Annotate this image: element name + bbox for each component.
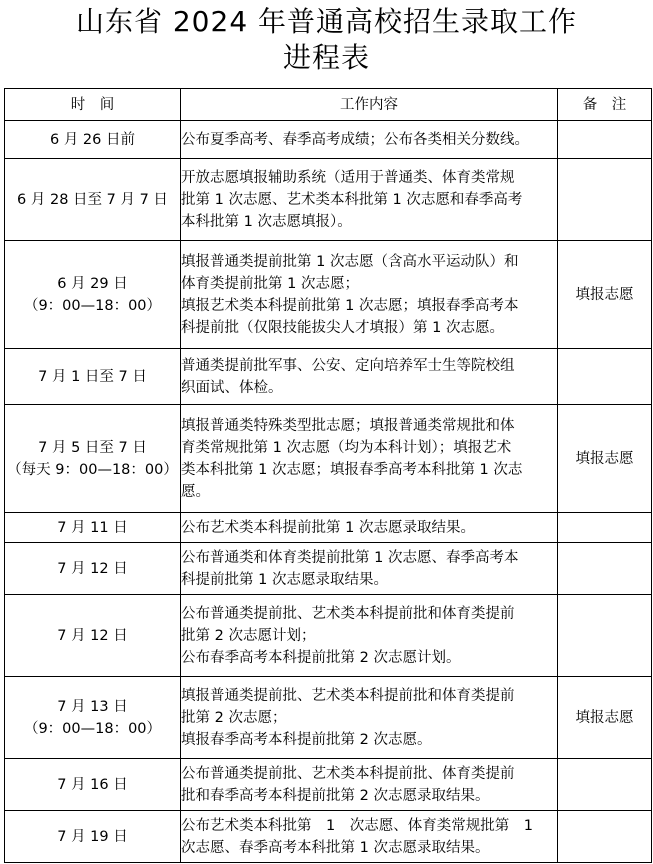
table-row [5,759,652,811]
content-cell-line: 科提前批（仅限技能拔尖人才填报）第 1 次志愿。 [181,319,504,336]
table-row [5,405,652,513]
time-cell [5,811,181,863]
content-cell-line: 填报普通类提前批第 1 次志愿（含高水平运动队）和 [181,253,519,270]
content-cell-line: 公布夏季高考、春季高考成绩；公布各类相关分数线。 [181,131,529,148]
table-header-row [5,89,652,121]
table-body [5,121,652,863]
content-cell [181,241,558,349]
content-cell-line: 公布普通类和体育类提前批第 1 次志愿、春季高考本 [181,549,519,566]
content-cell-line: 填报艺术类本科提前批第 1 次志愿；填报春季高考本 [181,297,519,314]
content-cell [181,349,558,405]
time-cell-line: 7 月 19 日 [57,828,128,845]
content-cell [181,121,558,159]
content-cell-line: 批第 2 次志愿； [181,709,287,726]
note-cell [558,513,652,543]
content-cell-line: 公布春季高考本科提前批第 2 次志愿计划。 [181,649,461,666]
content-cell-line: 次志愿、春季高考本科批第 1 次志愿录取结果。 [181,839,490,856]
time-cell-line: 7 月 13 日 [57,698,128,715]
content-cell-line: 体育类提前批第 1 次志愿； [181,275,359,292]
time-cell [5,349,181,405]
time-cell [5,595,181,677]
note-cell: 填报志愿 [558,405,652,513]
content-cell-line: 填报春季高考本科提前批第 2 次志愿。 [181,731,432,748]
content-cell [181,543,558,595]
time-cell [5,759,181,811]
content-cell [181,159,558,241]
table-row [5,595,652,677]
table-row [5,121,652,159]
note-cell [558,759,652,811]
content-cell-line: 育类常规批第 1 次志愿（均为本科计划）；填报艺术 [181,439,512,456]
note-cell [558,159,652,241]
content-cell-line: 批第 1 次志愿、艺术类本科批第 1 次志愿和春季高考 [181,191,523,208]
table-row [5,543,652,595]
content-cell-line: 织面试、体检。 [181,379,283,396]
note-cell [558,121,652,159]
content-cell-line: 愿。 [181,483,210,500]
content-cell-line: 填报普通类特殊类型批志愿；填报普通类常规批和体 [181,417,515,434]
header-content: 工作内容 [181,89,558,121]
note-cell: 填报志愿 [558,677,652,759]
content-cell-line: 开放志愿填报辅助系统（适用于普通类、体育类常规 [181,169,515,186]
table-row [5,241,652,349]
time-cell-line: 7 月 12 日 [57,627,128,644]
content-cell [181,759,558,811]
content-cell-line: 普通类提前批军事、公安、定向培养军士生等院校组 [181,357,515,374]
page-title-line-1: 山东省 2024 年普通高校招生录取工作 [75,5,578,38]
schedule-table [4,88,652,863]
content-cell-line: 科提前批第 1 次志愿录取结果。 [181,571,388,588]
content-cell [181,513,558,543]
time-cell [5,677,181,759]
table-row [5,159,652,241]
header-note: 备 注 [558,89,652,121]
time-cell-line: 6 月 26 日前 [49,131,135,148]
header-time: 时 间 [5,89,181,121]
time-cell-line: 7 月 11 日 [57,519,128,536]
time-cell [5,513,181,543]
content-cell-line: 公布普通类提前批、艺术类本科提前批、体育类提前 [181,765,515,782]
time-cell [5,543,181,595]
note-cell [558,811,652,863]
content-cell-line: 公布普通类提前批、艺术类本科提前批和体育类提前 [181,605,515,622]
time-cell-line: （9：00—18：00） [23,720,162,737]
note-cell [558,349,652,405]
time-cell [5,241,181,349]
time-cell-line: （9：00—18：00） [23,297,162,314]
time-cell-line: （每天 9：00—18：00） [7,461,178,478]
time-cell [5,159,181,241]
time-cell-line: 7 月 1 日至 7 日 [38,368,147,385]
content-cell [181,811,558,863]
content-cell-line: 公布艺术类本科提前批第 1 次志愿录取结果。 [181,519,475,536]
content-cell-line: 填报普通类提前批、艺术类本科提前批和体育类提前 [181,687,515,704]
note-cell: 填报志愿 [558,241,652,349]
table-row [5,811,652,863]
time-cell [5,121,181,159]
table-row [5,677,652,759]
content-cell [181,595,558,677]
note-cell [558,595,652,677]
content-cell-line: 本科批第 1 次志愿填报）。 [181,213,352,230]
time-cell-line: 7 月 16 日 [57,776,128,793]
time-cell-line: 6 月 29 日 [57,275,128,292]
table-row [5,513,652,543]
note-cell [558,543,652,595]
content-cell [181,405,558,513]
page-title-line-2: 进程表 [282,41,370,74]
content-cell-line: 批和春季高考本科提前批第 2 次志愿录取结果。 [181,787,490,804]
table-row [5,349,652,405]
time-cell [5,405,181,513]
time-cell-line: 7 月 12 日 [57,560,128,577]
content-cell-line: 类本科批第 1 次志愿；填报春季高考本科批第 1 次志 [181,461,523,478]
content-cell-line: 批第 2 次志愿计划； [181,627,316,644]
content-cell-line: 公布艺术类本科批第 1 次志愿、体育类常规批第 1 [181,817,533,834]
content-cell [181,677,558,759]
time-cell-line: 6 月 28 日至 7 月 7 日 [17,191,168,208]
time-cell-line: 7 月 5 日至 7 日 [38,439,147,456]
